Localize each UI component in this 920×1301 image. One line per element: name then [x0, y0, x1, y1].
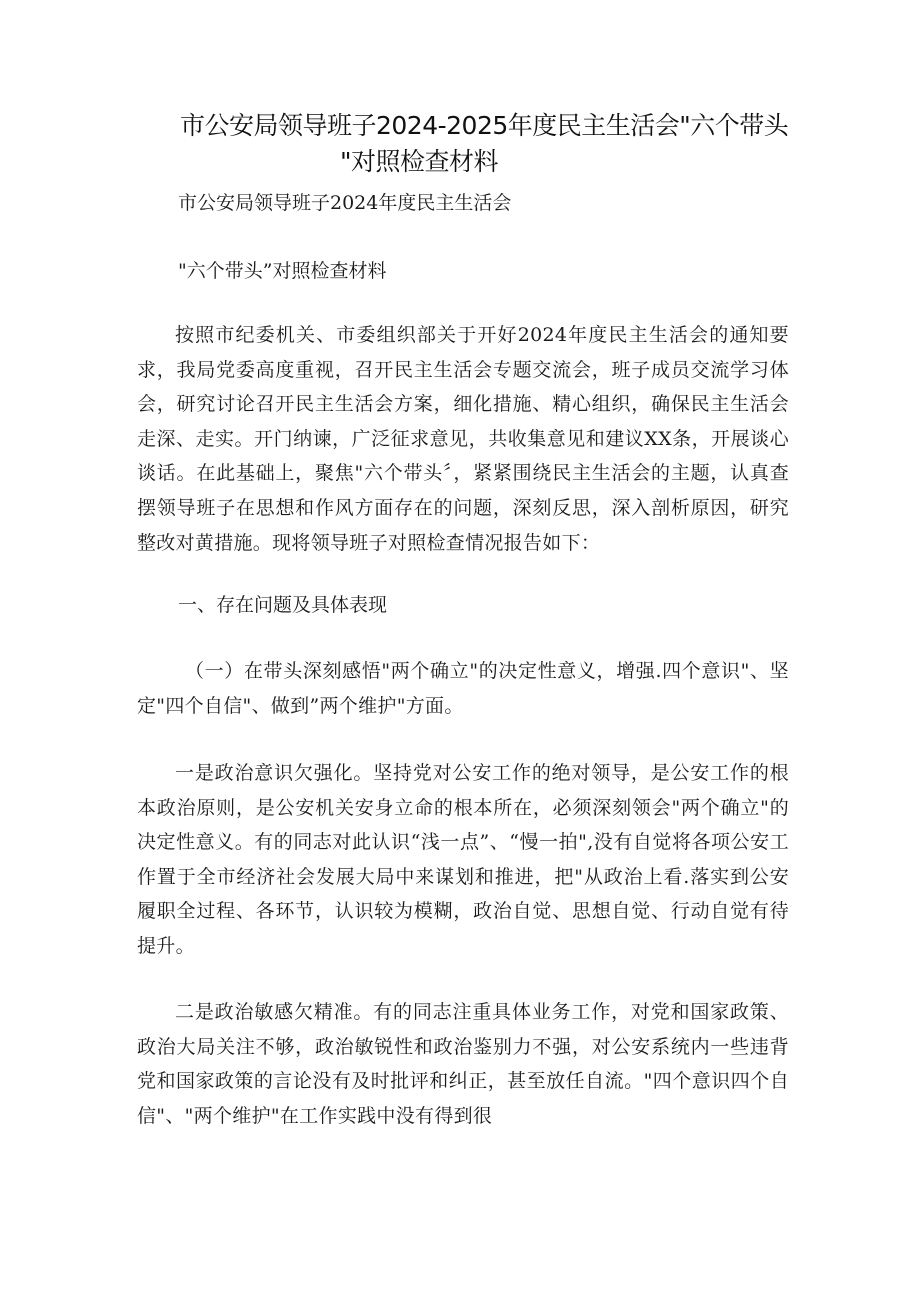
paragraph-political-sensitivity: 二是政治敏感欠精准。有的同志注重具体业务工作，对党和国家政策、政治大局关注不够，政治敏锐性和政治鉴别力不强，对公安系统内一些违背党和国家政策的言论没有及时批评和纠正，甚至放任自流。"四个意识四个自信"、"两个维护"在工作实践中没有得到很	[137, 1001, 789, 1127]
document-title-line1: 市公安局领导班子2024-2025年度民主生活会"六个带头	[180, 111, 789, 140]
section-heading: 一、存在问题及具体表现	[178, 594, 388, 616]
paragraph-political-awareness: 一是政治意识欠强化。坚持党对公安工作的绝对领导，是公安工作的根本政治原则，是公安机关安身立命的根本所在，必须深刻领会"两个确立"的决定性意义。有的同志对此认识“浅一点”、“慢一拍",没有自觉将各项公安工作置于全市经济社会发展大局中来谋划和推进，把"从政治上看.落实到公安履职全过程、各环节，认识较为模糊，政治自觉、思想自觉、行动自觉有待提升。	[137, 762, 789, 957]
intro-paragraph: 按照市纪委机关、市委组织部关于开好2024年度民主生活会的通知要求，我局党委高度重视，召开民主生活会专题交流会，班子成员交流学习体会，研究讨论召开民主生活会方案，细化措施、精心组织，确保民主生活会走深、走实。开门纳谏，广泛征求意见，共收集意见和建议XX条，开展谈心谈话。在此基础上，聚焦"六个带头〞，紧紧围绕民主生活会的主题，认真查摆领导班子在思想和作风方面存在的问题，深刻反思，深入剖析原因，研究整改对黄措施。现将领导班子对照检查情况报告如下：	[137, 324, 789, 554]
subtitle-line2: "六个带头”对照检查材料	[178, 260, 387, 282]
subsection-heading: （一）在带头深刻感悟"两个确立"的决定性意义，增强.四个意识"、坚定"四个自信"、做到”两个维护"方面。	[137, 660, 789, 717]
document-title-line2: "对照检查材料	[340, 147, 498, 176]
subtitle-line1: 市公安局领导班子2024年度民主生活会	[178, 192, 512, 214]
document-title	[180, 108, 800, 180]
